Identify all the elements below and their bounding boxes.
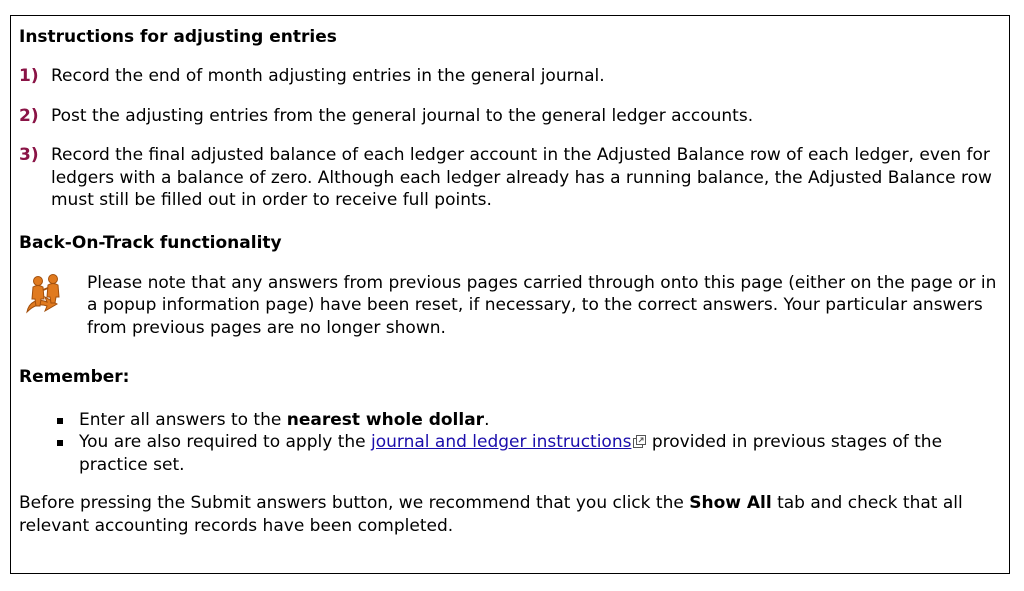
back-on-track-text: Please note that any answers from previous pages carried through onto this page (either on the page or in a popup information page) have been reset, if necessary, to the correct answers. Your particular answers from previous pages are no longer shown. — [87, 272, 997, 338]
bullet-marker — [57, 440, 63, 446]
back-on-track-heading: Back-On-Track functionality — [19, 232, 282, 253]
remember-heading: Remember: — [19, 366, 130, 387]
bullet-bold-text: nearest whole dollar — [286, 409, 485, 430]
instruction-step-2 — [19, 105, 1001, 128]
instructions-heading: Instructions for adjusting entries — [19, 27, 337, 47]
instructions-panel — [10, 15, 1010, 574]
list-item — [79, 409, 1001, 432]
instruction-step-1 — [19, 65, 1001, 88]
journal-ledger-instructions-link[interactable]: journal and ledger instructions — [371, 432, 632, 452]
step-text: Post the adjusting entries from the general journal to the general ledger accounts. — [51, 105, 754, 126]
closing-text-after: tab and check that all relevant accounting records have been completed. — [19, 493, 963, 536]
step-text: Record the final adjusted balance of each ledger account in the Adjusted Balance row of each ledger, even for ledgers with a balance of zero. Although each ledger already has a running balance, the Adjusted Balance row must still be filled out in order to receive full points. — [51, 145, 992, 210]
closing-paragraph — [19, 492, 1001, 537]
step-number: 1) — [19, 66, 39, 86]
back-on-track-note — [19, 272, 1001, 340]
bullet-text-before: You are also required to apply the — [79, 432, 371, 452]
bullet-marker — [57, 418, 63, 424]
bullet-text-after: . — [484, 409, 490, 430]
closing-text-before: Before pressing the Submit answers button, we recommend that you click the — [19, 493, 690, 513]
bullet-text-after: provided in previous stages of the practice set. — [79, 432, 943, 475]
bullet-text-before: Enter all answers to the — [79, 409, 287, 430]
external-window-icon[interactable] — [633, 435, 646, 448]
step-text: Record the end of month adjusting entries in the general journal. — [51, 66, 605, 86]
step-number: 2) — [19, 105, 39, 126]
list-item — [79, 431, 1001, 476]
show-all-emphasis: Show All — [689, 493, 772, 513]
instruction-step-3 — [19, 144, 1001, 212]
step-number: 3) — [19, 145, 39, 165]
back-on-track-icon — [21, 272, 71, 322]
remember-list — [19, 409, 1001, 477]
